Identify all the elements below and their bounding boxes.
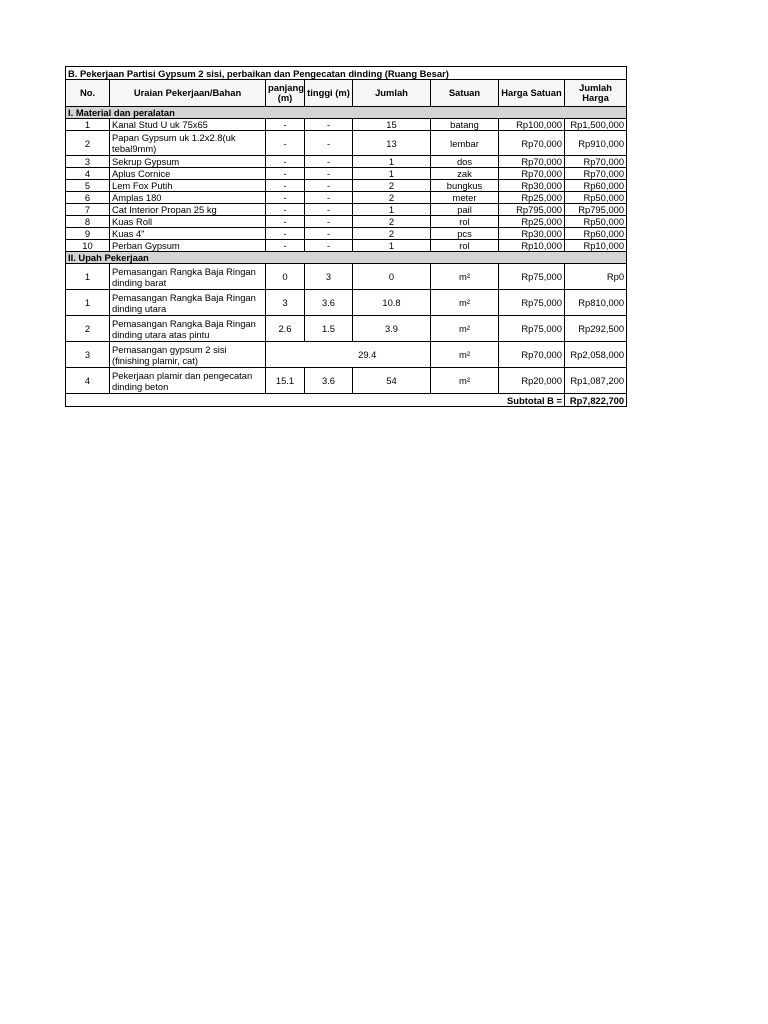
cell-panjang[interactable]: 2.6: [266, 316, 305, 342]
cell-satuan[interactable]: m²: [431, 316, 499, 342]
cell-tinggi[interactable]: -: [305, 216, 353, 228]
cell-satuan[interactable]: m²: [431, 264, 499, 290]
cell-panjang[interactable]: 0: [266, 264, 305, 290]
cell-satuan[interactable]: dos: [431, 156, 499, 168]
section-label-material[interactable]: I. Material dan peralatan: [66, 107, 627, 119]
cell-no[interactable]: 1: [66, 264, 110, 290]
cell-tinggi[interactable]: 1.5: [305, 316, 353, 342]
cell-harga-satuan[interactable]: Rp75,000: [499, 264, 565, 290]
cell-jumlah[interactable]: 0: [353, 264, 431, 290]
cell-jumlah[interactable]: 1: [353, 156, 431, 168]
header-no[interactable]: No.: [66, 80, 110, 107]
table-row: [66, 316, 627, 342]
cell-panjang[interactable]: -: [266, 228, 305, 240]
cell-uraian[interactable]: Amplas 180: [110, 192, 266, 204]
cell-jumlah-harga[interactable]: Rp910,000: [565, 131, 627, 156]
cell-uraian[interactable]: Sekrup Gypsum: [110, 156, 266, 168]
cell-satuan[interactable]: meter: [431, 192, 499, 204]
cell-harga-satuan[interactable]: Rp25,000: [499, 216, 565, 228]
cell-no[interactable]: 5: [66, 180, 110, 192]
cell-jumlah-harga[interactable]: Rp50,000: [565, 216, 627, 228]
cell-tinggi[interactable]: -: [305, 204, 353, 216]
cell-merged-jumlah[interactable]: 29.4: [305, 342, 431, 368]
table-row: [66, 342, 627, 368]
cell-panjang[interactable]: -: [266, 131, 305, 156]
cell-jumlah[interactable]: 2: [353, 192, 431, 204]
cell-jumlah-harga[interactable]: Rp1,087,200: [565, 368, 627, 394]
cell-panjang[interactable]: -: [266, 168, 305, 180]
header-tinggi[interactable]: tinggi (m): [305, 80, 353, 107]
cell-harga-satuan[interactable]: Rp20,000: [499, 368, 565, 394]
cell-no[interactable]: 8: [66, 216, 110, 228]
cell-panjang[interactable]: -: [266, 180, 305, 192]
header-row: [66, 80, 627, 107]
cell-panjang[interactable]: -: [266, 240, 305, 252]
cell-satuan[interactable]: m²: [431, 342, 499, 368]
table-row: [66, 192, 627, 204]
cell-jumlah[interactable]: 2: [353, 180, 431, 192]
table-row: [66, 240, 627, 252]
header-jumlah-harga[interactable]: Jumlah Harga: [565, 80, 627, 107]
table-title-row: [66, 67, 627, 80]
cell-harga-satuan[interactable]: Rp75,000: [499, 290, 565, 316]
cell-jumlah-harga[interactable]: Rp1,500,000: [565, 119, 627, 131]
header-satuan[interactable]: Satuan: [431, 80, 499, 107]
cell-no[interactable]: 3: [66, 156, 110, 168]
cell-panjang[interactable]: -: [266, 156, 305, 168]
cell-jumlah-harga[interactable]: Rp10,000: [565, 240, 627, 252]
cell-panjang[interactable]: 15.1: [266, 368, 305, 394]
cell-no[interactable]: 6: [66, 192, 110, 204]
table-row: [66, 204, 627, 216]
cell-uraian[interactable]: Lem Fox Putih: [110, 180, 266, 192]
table-row: [66, 131, 627, 156]
cell-jumlah[interactable]: 3.9: [353, 316, 431, 342]
subtotal-row: [66, 394, 627, 407]
table-row: [66, 119, 627, 131]
cell-no[interactable]: 2: [66, 316, 110, 342]
cell-no[interactable]: 2: [66, 131, 110, 156]
subtotal-label[interactable]: Subtotal B =: [66, 394, 565, 407]
table-row: [66, 290, 627, 316]
cell-satuan[interactable]: zak: [431, 168, 499, 180]
cell-jumlah-harga[interactable]: Rp60,000: [565, 180, 627, 192]
cell-satuan[interactable]: bungkus: [431, 180, 499, 192]
section-labor-row: [66, 252, 627, 264]
cell-jumlah-harga[interactable]: Rp0: [565, 264, 627, 290]
table-row: [66, 264, 627, 290]
cell-harga-satuan[interactable]: Rp795,000: [499, 204, 565, 216]
cell-tinggi[interactable]: -: [305, 228, 353, 240]
cell-no[interactable]: 10: [66, 240, 110, 252]
cell-satuan[interactable]: pail: [431, 204, 499, 216]
cell-jumlah[interactable]: 13: [353, 131, 431, 156]
cell-uraian[interactable]: Perban Gypsum: [110, 240, 266, 252]
cell-harga-satuan[interactable]: Rp75,000: [499, 316, 565, 342]
cell-jumlah-harga[interactable]: Rp2,058,000: [565, 342, 627, 368]
cell-tinggi[interactable]: -: [305, 131, 353, 156]
cell-panjang[interactable]: 3: [266, 290, 305, 316]
table-row: [66, 168, 627, 180]
header-panjang[interactable]: panjang (m): [266, 80, 305, 107]
cell-no[interactable]: 9: [66, 228, 110, 240]
header-uraian[interactable]: Uraian Pekerjaan/Bahan: [110, 80, 266, 107]
cell-uraian[interactable]: Kuas 4": [110, 228, 266, 240]
cell-jumlah[interactable]: 1: [353, 204, 431, 216]
cell-jumlah[interactable]: 54: [353, 368, 431, 394]
cell-uraian[interactable]: Kuas Roll: [110, 216, 266, 228]
cell-tinggi[interactable]: 3: [305, 264, 353, 290]
cell-tinggi[interactable]: -: [305, 192, 353, 204]
cell-tinggi[interactable]: -: [305, 119, 353, 131]
cell-harga-satuan[interactable]: Rp70,000: [499, 168, 565, 180]
cell-uraian[interactable]: Cat Interior Propan 25 kg: [110, 204, 266, 216]
cell-satuan[interactable]: m²: [431, 290, 499, 316]
cell-panjang[interactable]: -: [266, 216, 305, 228]
cell-jumlah[interactable]: 1: [353, 168, 431, 180]
cell-jumlah[interactable]: 10.8: [353, 290, 431, 316]
cell-jumlah-harga[interactable]: Rp292,500: [565, 316, 627, 342]
cell-tinggi[interactable]: 3.6: [305, 368, 353, 394]
cost-estimate-table: [65, 66, 627, 407]
table-row: [66, 228, 627, 240]
cell-jumlah-harga[interactable]: Rp60,000: [565, 228, 627, 240]
cell-harga-satuan[interactable]: Rp100,000: [499, 119, 565, 131]
cell-tinggi[interactable]: -: [305, 168, 353, 180]
header-jumlah[interactable]: Jumlah: [353, 80, 431, 107]
cell-no[interactable]: 1: [66, 290, 110, 316]
cell-jumlah-harga[interactable]: Rp810,000: [565, 290, 627, 316]
table-row: [66, 156, 627, 168]
cell-uraian[interactable]: Aplus Cornice: [110, 168, 266, 180]
cell-no[interactable]: 1: [66, 119, 110, 131]
cell-satuan[interactable]: rol: [431, 216, 499, 228]
header-harga-satuan[interactable]: Harga Satuan: [499, 80, 565, 107]
cell-harga-satuan[interactable]: Rp70,000: [499, 156, 565, 168]
cell-jumlah[interactable]: 15: [353, 119, 431, 131]
cell-jumlah[interactable]: 1: [353, 240, 431, 252]
cell-uraian[interactable]: Pemasangan gypsum 2 sisi (finishing plamir, cat): [110, 342, 266, 368]
table-row: [66, 180, 627, 192]
cell-jumlah-harga[interactable]: Rp70,000: [565, 156, 627, 168]
cell-satuan[interactable]: batang: [431, 119, 499, 131]
cell-tinggi[interactable]: 3.6: [305, 290, 353, 316]
cell-panjang[interactable]: -: [266, 204, 305, 216]
cell-harga-satuan[interactable]: Rp10,000: [499, 240, 565, 252]
cell-uraian[interactable]: Papan Gypsum uk 1.2x2.8(uk tebal9mm): [110, 131, 266, 156]
cell-panjang[interactable]: -: [266, 119, 305, 131]
cell-uraian[interactable]: Pemasangan Rangka Baja Ringan dinding barat: [110, 264, 266, 290]
cell-jumlah-harga[interactable]: Rp70,000: [565, 168, 627, 180]
cell-no[interactable]: 3: [66, 342, 110, 368]
table-row: [66, 216, 627, 228]
table-title[interactable]: B. Pekerjaan Partisi Gypsum 2 sisi, perbaikan dan Pengecatan dinding (Ruang Besar): [66, 67, 627, 80]
cell-no[interactable]: 7: [66, 204, 110, 216]
section-label-labor[interactable]: II. Upah Pekerjaan: [66, 252, 627, 264]
cell-harga-satuan[interactable]: Rp30,000: [499, 228, 565, 240]
cell-uraian[interactable]: Pemasangan Rangka Baja Ringan dinding utara atas pintu: [110, 316, 266, 342]
cell-panjang[interactable]: [266, 342, 305, 368]
cell-tinggi[interactable]: -: [305, 156, 353, 168]
cell-jumlah-harga[interactable]: Rp50,000: [565, 192, 627, 204]
section-material-row: [66, 107, 627, 119]
cell-no[interactable]: 4: [66, 368, 110, 394]
cell-jumlah[interactable]: 2: [353, 228, 431, 240]
cell-harga-satuan[interactable]: Rp25,000: [499, 192, 565, 204]
cell-harga-satuan[interactable]: Rp70,000: [499, 342, 565, 368]
cell-uraian[interactable]: Pemasangan Rangka Baja Ringan dinding utara: [110, 290, 266, 316]
cell-uraian[interactable]: Pekerjaan plamir dan pengecatan dinding beton: [110, 368, 266, 394]
cell-jumlah[interactable]: 2: [353, 216, 431, 228]
table-row: [66, 368, 627, 394]
cell-tinggi[interactable]: -: [305, 180, 353, 192]
cell-harga-satuan[interactable]: Rp30,000: [499, 180, 565, 192]
cell-satuan[interactable]: lembar: [431, 131, 499, 156]
cell-satuan[interactable]: m²: [431, 368, 499, 394]
cell-no[interactable]: 4: [66, 168, 110, 180]
cell-uraian[interactable]: Kanal Stud U uk 75x65: [110, 119, 266, 131]
cell-harga-satuan[interactable]: Rp70,000: [499, 131, 565, 156]
cell-satuan[interactable]: pcs: [431, 228, 499, 240]
subtotal-value[interactable]: Rp7,822,700: [565, 394, 627, 407]
cell-satuan[interactable]: rol: [431, 240, 499, 252]
cell-jumlah-harga[interactable]: Rp795,000: [565, 204, 627, 216]
cell-tinggi[interactable]: -: [305, 240, 353, 252]
cell-panjang[interactable]: -: [266, 192, 305, 204]
